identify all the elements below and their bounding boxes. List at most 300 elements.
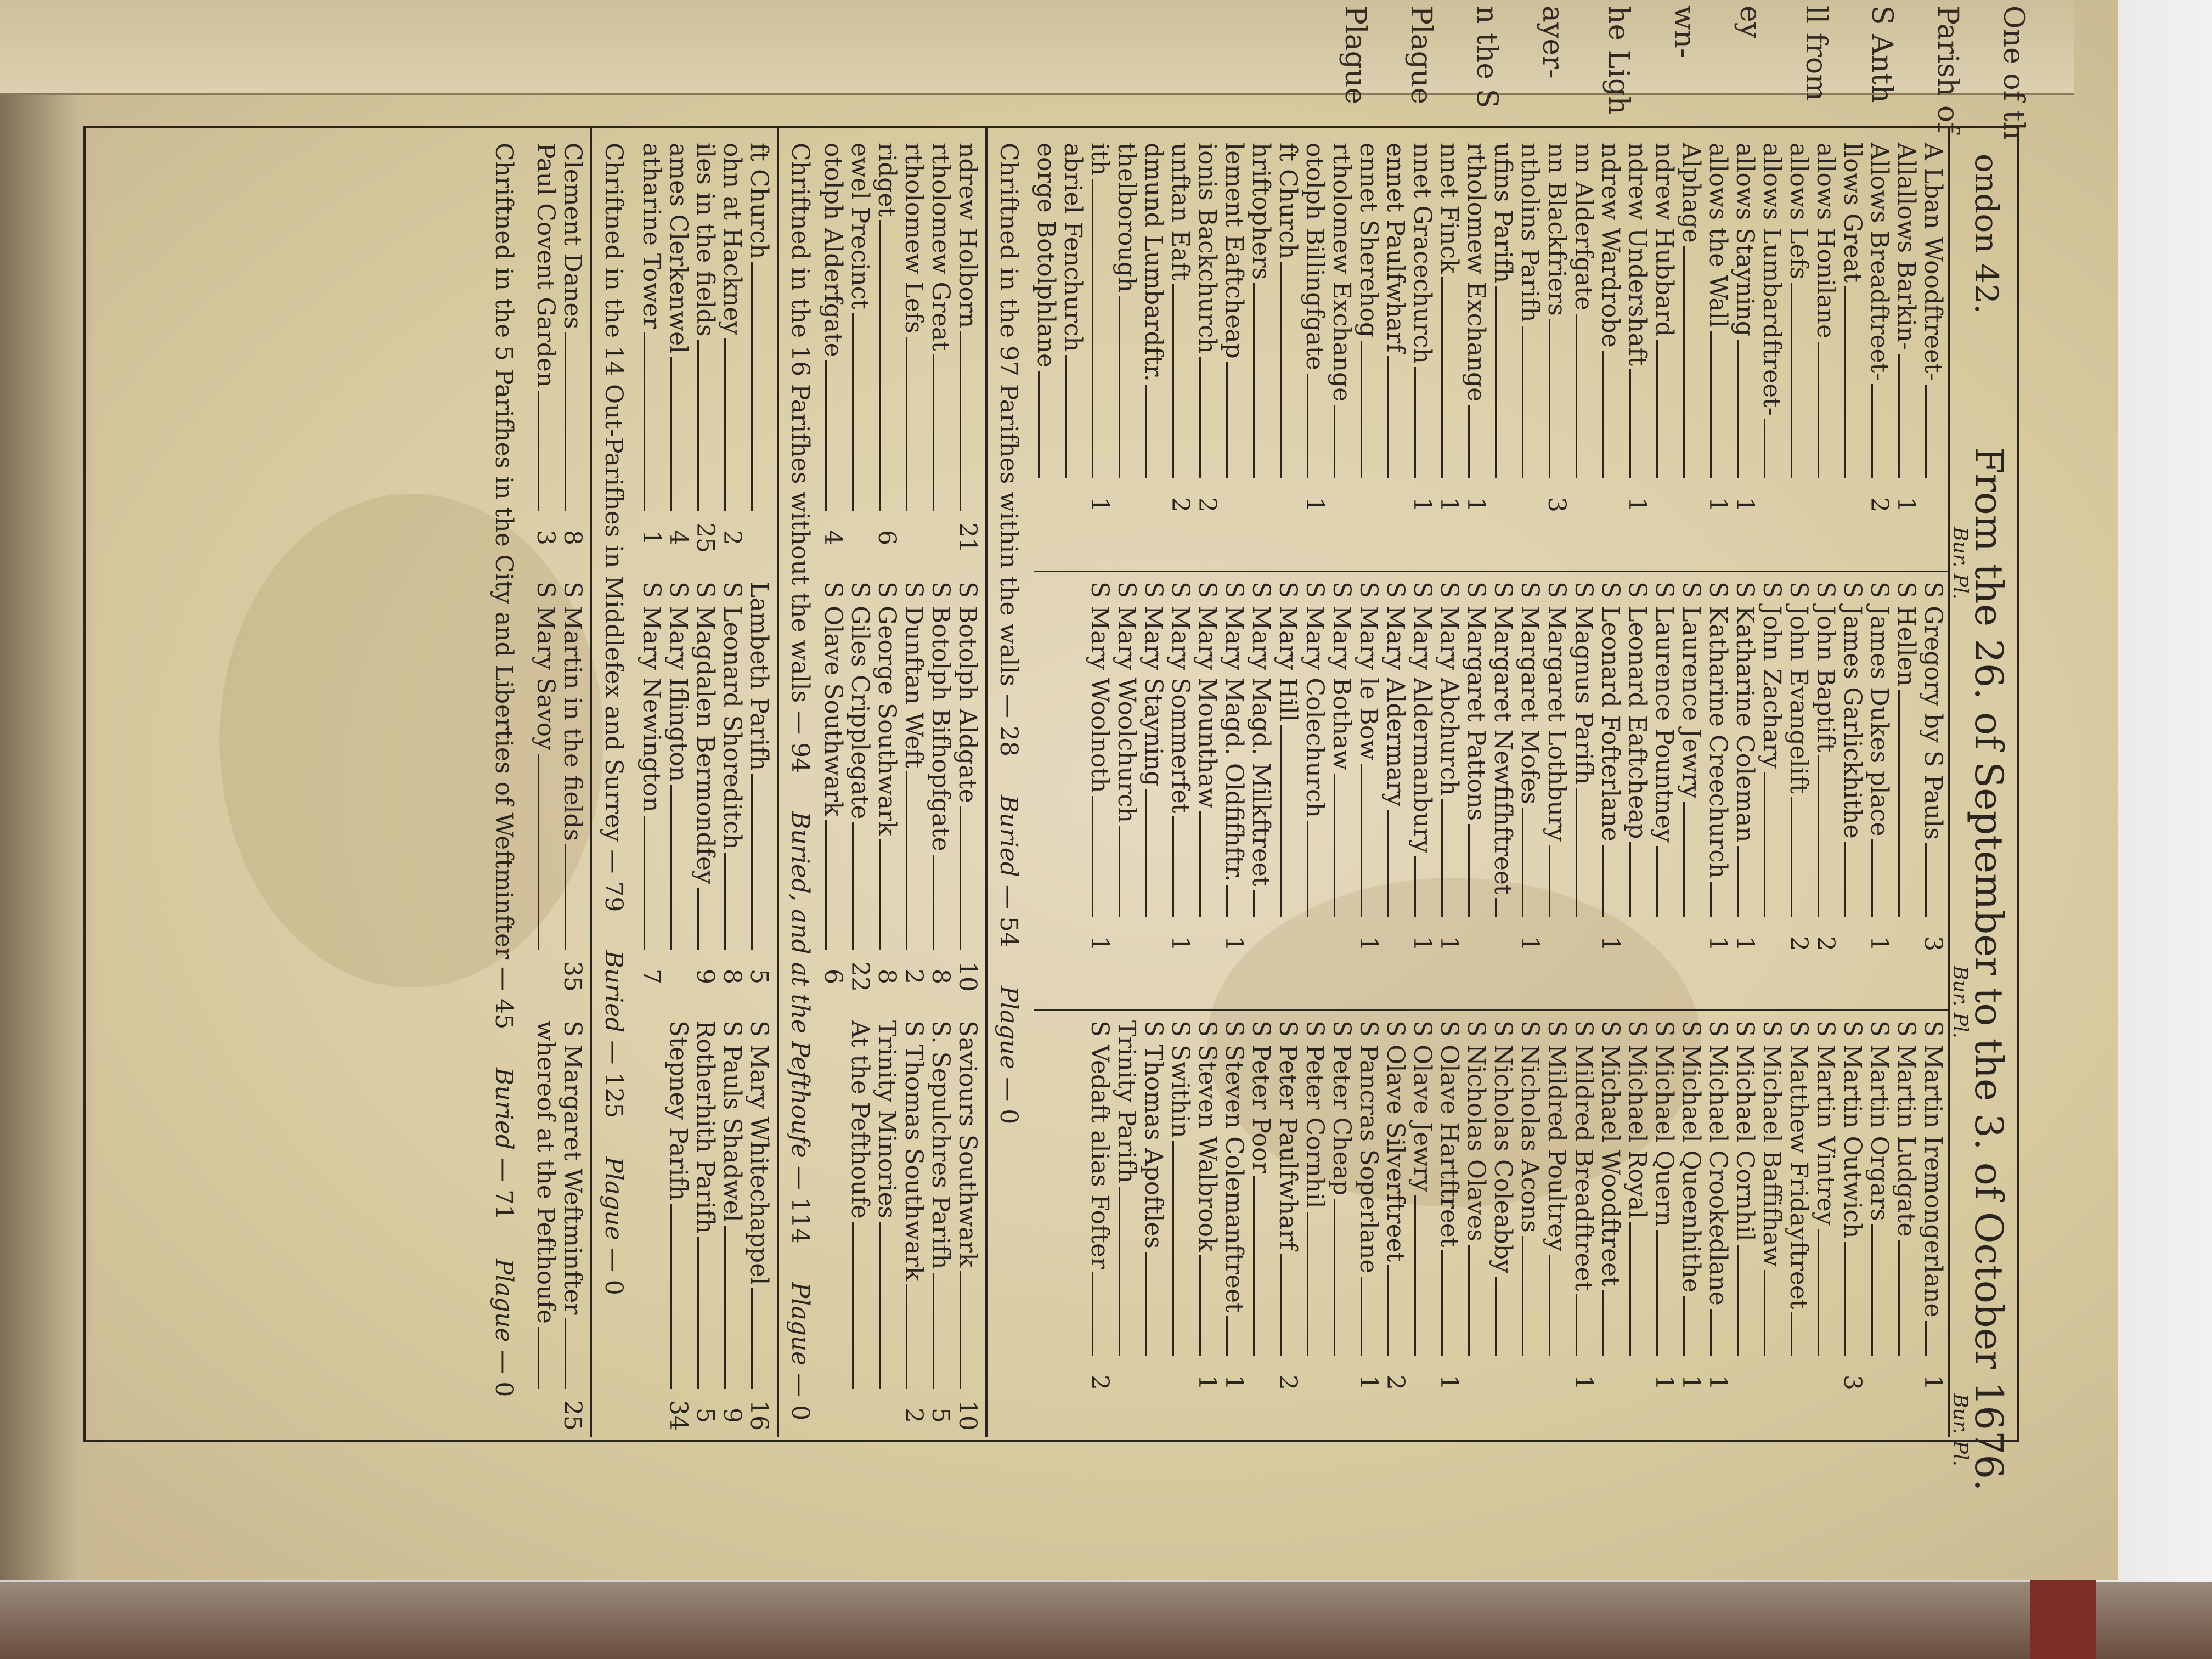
parish-name: S Michael Baffifhaw [1758, 1020, 1786, 1267]
parish-row [639, 582, 666, 998]
parish-name: Allows Breadftreet- [1865, 143, 1893, 381]
parish-name: allows Lumbardftreet- [1758, 143, 1786, 416]
leader-rule [1925, 385, 1927, 478]
leader-rule [565, 332, 566, 511]
leader-rule [1199, 811, 1201, 917]
page-title [1966, 154, 2011, 1492]
parish-name: Saviours Southwark [953, 1020, 981, 1268]
buried-count: 8 [718, 969, 746, 984]
parish-row [1786, 582, 1813, 998]
leader-rule [906, 771, 907, 950]
leader-rule [1576, 314, 1577, 478]
parish-name: S Olave Silverftreet [1381, 1020, 1409, 1262]
parish-row [1759, 582, 1786, 998]
parish-name: S Steven Walbrook [1193, 1020, 1221, 1252]
buried-count: 1 [1435, 497, 1463, 512]
buried-count: 8 [873, 969, 901, 984]
parish-name: S Michael Cornhil [1731, 1020, 1759, 1242]
parish-name: eorge Botolphlane [1032, 143, 1060, 368]
parish-name: S Mary Aldermary [1381, 582, 1409, 807]
buried-count: 8 [558, 530, 586, 545]
leader-rule [960, 1271, 961, 1389]
parish-name: ufins Parifh [1489, 143, 1517, 284]
buried-count: 1 [1516, 936, 1544, 951]
leader-rule [1683, 802, 1685, 917]
parish-row [1222, 582, 1249, 998]
parish-row [533, 143, 560, 560]
parish-row [1329, 1020, 1356, 1437]
previous-page-fragment: S Anth [1865, 5, 1898, 103]
buried-count: 3 [1543, 497, 1571, 512]
leader-rule [1629, 369, 1631, 478]
parish-row [1464, 143, 1491, 560]
leader-rule [565, 844, 566, 950]
parish-row [1759, 143, 1786, 560]
parish-row [955, 143, 982, 560]
parish-row [1921, 1020, 1948, 1437]
leader-rule [933, 354, 934, 511]
leader-rule [1925, 1321, 1927, 1356]
leader-rule [852, 822, 854, 950]
leader-rule [1280, 725, 1282, 917]
parish-name: S Mary Magd. Milkftreet [1247, 582, 1275, 887]
leader-rule [1146, 789, 1147, 917]
parish-row [1517, 582, 1544, 998]
buried-count: 1 [1596, 936, 1624, 951]
parish-row [1195, 582, 1222, 998]
parish-name: rtholomew Lefs [900, 143, 928, 334]
within-walls-column-2 [1087, 582, 1948, 998]
parish-row [1867, 582, 1894, 998]
leader-rule [1576, 788, 1577, 917]
parish-name: S Margaret Mofes [1516, 582, 1544, 805]
leader-rule [1871, 384, 1873, 478]
parish-name: S Mary le Bow [1355, 582, 1383, 760]
parish-name: ohn at Hackney [718, 143, 746, 335]
parish-row [1625, 582, 1652, 998]
leader-rule [1414, 856, 1416, 917]
leader-rule [1119, 296, 1120, 478]
parish-row [693, 582, 720, 998]
parish-row [1383, 1020, 1410, 1437]
parish-row [1141, 582, 1168, 998]
leader-rule [1387, 1265, 1389, 1356]
leader-rule [1602, 845, 1604, 917]
parish-row [1840, 1020, 1867, 1437]
leader-rule [825, 820, 827, 950]
leader-rule [1844, 286, 1846, 478]
buried-count: 1 [1355, 1375, 1383, 1390]
parish-row [901, 143, 928, 560]
parish-name: nnet Gracechurch [1408, 143, 1436, 364]
parish-name: S Giles Cripplegate [846, 582, 874, 820]
parish-row [1921, 143, 1948, 560]
leader-rule [1602, 351, 1604, 478]
parish-row [1652, 582, 1679, 998]
parish-name: S Nicholas Coleabby [1489, 1020, 1517, 1273]
parish-row [1840, 582, 1867, 998]
buried-count: 4 [664, 530, 692, 545]
parish-name: allows the Wall [1704, 143, 1732, 328]
parish-name: S Martin Ludgate [1892, 1020, 1920, 1237]
buried-count: 2 [900, 1408, 928, 1423]
parish-name: S Dunftan Weft [900, 582, 928, 769]
column-head: Bur. Pl. [1949, 527, 1971, 600]
parish-row [747, 582, 774, 998]
parish-name: ndrew Hubbard [1650, 143, 1678, 337]
section-rule [985, 126, 988, 1437]
leader-rule [1737, 846, 1739, 917]
parish-name: nn Blackfriers [1543, 143, 1571, 316]
parish-row [1733, 582, 1759, 998]
parish-row [1706, 582, 1733, 998]
buried-count: 34 [664, 1400, 692, 1431]
leader-rule [1495, 1277, 1497, 1356]
leader-rule [906, 337, 907, 511]
leader-rule [1307, 821, 1308, 917]
parish-name: S Gregory by S Pauls [1919, 582, 1947, 840]
buried-count: 1 [1704, 497, 1732, 512]
previous-page-fragment: wn- [1668, 5, 1701, 58]
buried-count: 1 [1435, 1375, 1463, 1390]
buried-count: 22 [846, 961, 874, 992]
parish-row [533, 582, 560, 998]
leader-rule [933, 855, 934, 950]
leader-rule [1199, 1255, 1201, 1356]
leader-rule [1172, 284, 1174, 478]
leader-rule [670, 357, 672, 511]
book-edge [0, 1582, 2212, 1659]
parish-row [901, 1020, 928, 1437]
parish-row [874, 1020, 901, 1437]
leader-rule [879, 1222, 881, 1389]
parish-row [1087, 1020, 1114, 1437]
leader-rule [825, 360, 827, 511]
buried-count: 1 [1462, 497, 1490, 512]
parish-row [1813, 1020, 1840, 1437]
parish-row [1652, 143, 1679, 560]
buried-count: 1 [1408, 936, 1436, 951]
parish-name: llows Great [1838, 143, 1866, 283]
leader-rule [1602, 1290, 1604, 1356]
parish-row [1222, 1020, 1249, 1437]
parish-row [1114, 1020, 1141, 1437]
leader-rule [1522, 326, 1523, 479]
parish-row [1491, 582, 1517, 998]
previous-page-fragment: he Ligh [1602, 5, 1635, 115]
parish-row [1464, 582, 1491, 998]
parish-name: unftan Eaft [1166, 143, 1194, 281]
leader-rule [644, 332, 645, 511]
parish-name: hriftophers [1247, 143, 1275, 280]
leader-rule [906, 1284, 907, 1389]
parish-row [1060, 143, 1087, 560]
parish-name: S Martin Iremongerlane [1919, 1020, 1947, 1318]
leader-rule [670, 1204, 672, 1389]
parish-row [1087, 143, 1114, 560]
leader-rule [1576, 1294, 1577, 1356]
parish-name: S Mary Savoy [532, 582, 560, 751]
parish-row [1894, 582, 1921, 998]
parish-name: S Swithin [1166, 1020, 1194, 1138]
buried-count: 7 [637, 969, 665, 984]
westminster-summary: Chriftned in the 5 Parifhes in the City and Liberties of Weftminfter — 45 Buried — 71 Plague — 0 [490, 143, 518, 1397]
leader-rule [1361, 341, 1362, 478]
buried-count: 1 [1704, 936, 1732, 951]
parish-name: atharine Tower [637, 143, 665, 329]
parish-name: S Mary Sommerfet [1166, 582, 1194, 814]
parish-row [1276, 582, 1302, 998]
parish-name: S Pancras Soperlane [1355, 1020, 1383, 1274]
parish-name: S Margaret Weftminfter [558, 1020, 586, 1315]
out-parishes-summary: Chriftned in the 14 Out-Parifhes in Middlefex and Surrey — 79 Buried — 125 Plague — 0 [600, 143, 628, 1295]
parish-row [666, 143, 693, 560]
leader-rule [1898, 1240, 1900, 1356]
previous-page-fragment: Plague [1404, 5, 1437, 105]
parish-row [693, 1020, 720, 1437]
parish-row [1195, 1020, 1222, 1437]
leader-rule [1226, 1316, 1228, 1356]
parish-row [666, 1020, 693, 1437]
parish-name: S Martin in the fields [558, 582, 586, 842]
parish-name: S Pauls Shadwel [718, 1020, 746, 1222]
parish-row [955, 582, 982, 998]
leader-rule [1871, 839, 1873, 917]
parish-row [1544, 582, 1571, 998]
parish-name: S Margaret Pattons [1462, 582, 1490, 821]
leader-rule [1119, 1187, 1120, 1356]
leader-rule [1414, 367, 1416, 478]
parish-name: S Nicholas Olaves [1462, 1020, 1490, 1242]
parish-name: S Mary Abchurch [1435, 582, 1463, 796]
parish-row [1840, 143, 1867, 560]
parish-name: S Vedaft alias Fofter [1086, 1020, 1114, 1269]
parish-name: S Laurence Jewry [1677, 582, 1705, 799]
leader-rule [1656, 340, 1658, 478]
parish-row [1356, 1020, 1383, 1437]
parish-name: rtholomew Great [927, 143, 955, 351]
without-walls-summary: Chriftned in the 16 Parifhes without the walls — 94 Buried, and at the Pefthoufe — 114 Plague — 0 [786, 143, 814, 1421]
parish-name: S Michael Royal [1623, 1020, 1651, 1219]
leader-rule [565, 1318, 566, 1389]
buried-count: 1 [1919, 1375, 1947, 1390]
bill-of-mortality [66, 110, 2030, 1492]
parish-name: S Michael Queenhithe [1677, 1020, 1705, 1293]
leader-rule [751, 1288, 753, 1389]
title-text: From the 26. of September to the 3. of October 1676. [1966, 447, 2011, 1492]
leader-rule [1818, 342, 1819, 478]
buried-count: 2 [1086, 1375, 1114, 1390]
parish-row [1410, 582, 1437, 998]
parish-row [1894, 1020, 1921, 1437]
leader-rule [1468, 405, 1470, 478]
westminster-column-1 [533, 143, 587, 560]
parish-row [1679, 1020, 1706, 1437]
leader-rule [1710, 882, 1712, 917]
leader-rule [1764, 419, 1765, 478]
parish-row [1786, 143, 1813, 560]
parish-row [1517, 143, 1544, 560]
parish-name: S James Dukes place [1865, 582, 1893, 837]
westminster-column-3 [533, 1020, 587, 1437]
parish-name: nn Alderfgate [1570, 143, 1598, 311]
parish-row [666, 582, 693, 998]
leader-rule [1092, 179, 1093, 478]
parish-name: S Leonard Eaftcheap [1623, 582, 1651, 839]
parish-name: S Magdalen Bermondfey [691, 582, 719, 884]
parish-name: S Botolph Aldgate [953, 582, 981, 803]
parish-name: ft Church [1274, 143, 1302, 259]
buried-count: 8 [927, 969, 955, 984]
parish-name: ewel Precinct [846, 143, 874, 309]
parish-name: ennet Paulfwharf [1381, 143, 1409, 353]
parish-row [848, 1020, 874, 1437]
parish-name: S Olave Hartftreet [1435, 1020, 1463, 1248]
leader-rule [1710, 1309, 1712, 1356]
parish-row [1706, 1020, 1733, 1437]
parish-name: S Martin Orgars [1865, 1020, 1893, 1221]
leader-rule [1737, 340, 1739, 478]
parish-name: S Katharine Coleman [1731, 582, 1759, 843]
buried-count: 10 [953, 1400, 981, 1431]
parish-name: S Steven Colemanftreet [1220, 1020, 1248, 1313]
buried-count: 2 [1865, 497, 1893, 512]
leader-rule [1092, 796, 1093, 917]
leader-rule [1199, 357, 1201, 478]
parish-name: nnet Finck [1435, 143, 1463, 274]
parish-name: S Mildred Poultrey [1543, 1020, 1571, 1252]
within-walls-column-3 [1087, 1020, 1948, 1437]
parish-row [1894, 143, 1921, 560]
buried-count: 2 [1166, 497, 1194, 512]
leader-rule [1361, 764, 1362, 917]
buried-count: 3 [532, 530, 560, 545]
previous-page-fragment: One of th [1997, 5, 2030, 140]
buried-count: 1 [1355, 936, 1383, 951]
parish-row [1383, 582, 1410, 998]
buried-count: 6 [819, 969, 847, 984]
leader-rule [1172, 1141, 1174, 1356]
leader-rule [1818, 1229, 1819, 1356]
leader-rule [1549, 1255, 1550, 1356]
parish-name: S. Sepulchres Parifh [927, 1020, 955, 1269]
parish-name: S Botolph Bifhopfgate [927, 582, 955, 851]
leader-rule [751, 262, 753, 511]
parish-row [1544, 143, 1571, 560]
previous-page-fragment: n the S [1470, 5, 1503, 109]
parish-row [693, 143, 720, 560]
parish-name: Clement Danes [558, 143, 586, 330]
buried-count: 1 [1435, 936, 1463, 951]
leader-rule [1710, 331, 1712, 478]
parish-row [1921, 582, 1948, 998]
parish-row [1517, 1020, 1544, 1437]
leader-rule [1656, 846, 1658, 917]
previous-page-fragment: ey [1734, 5, 1767, 39]
leader-rule [1629, 1222, 1631, 1356]
buried-count: 9 [691, 969, 719, 984]
buried-count: 25 [558, 1400, 586, 1431]
leader-rule [1414, 1195, 1416, 1356]
buried-count: 1 [1301, 497, 1329, 512]
parish-name: S Hellen [1892, 582, 1920, 687]
parish-row [1491, 1020, 1517, 1437]
parish-name: Trinity Parifh [1113, 1020, 1141, 1183]
leader-rule [1925, 843, 1927, 917]
parish-name: S Nicholas Acons [1516, 1020, 1544, 1233]
parish-name: S Leonard Shoreditch [718, 582, 746, 850]
parish-row [955, 1020, 982, 1437]
parish-name: S Mary Iflington [664, 582, 692, 782]
leader-rule [1549, 319, 1550, 478]
parish-name: thelborough [1113, 143, 1141, 293]
leader-rule [1898, 690, 1900, 917]
parish-name: S Olave Jewry [1408, 1020, 1436, 1192]
parish-name: A Lban Woodftreet- [1919, 143, 1947, 381]
leader-rule [1334, 1199, 1335, 1356]
parish-row [1813, 143, 1840, 560]
buried-count: 1 [1892, 497, 1920, 512]
parish-row [1544, 1020, 1571, 1437]
parish-row [1625, 1020, 1652, 1437]
parish-row [1356, 582, 1383, 998]
leader-rule [724, 1226, 726, 1389]
parish-row [639, 143, 666, 560]
buried-count: 5 [927, 1408, 955, 1423]
parish-name: S George Southwark [873, 582, 901, 836]
parish-row [1356, 143, 1383, 560]
parish-row [928, 582, 955, 998]
parish-row [1867, 1020, 1894, 1437]
parish-row [874, 143, 901, 560]
parish-row [1733, 1020, 1759, 1437]
leader-rule [1764, 1270, 1765, 1356]
parish-name: S Michael Crookedlane [1704, 1020, 1732, 1306]
parish-row [1114, 582, 1141, 998]
leader-rule [1334, 774, 1335, 917]
parish-name: S James Garlickhithe [1838, 582, 1866, 839]
parish-name: otolph Alderfgate [819, 143, 847, 357]
within-walls-summary: Chriftned in the 97 Parifhes within the walls — 28 Buried — 54 Plague — 0 [995, 143, 1023, 1125]
parish-name: S Michael Woodftreet [1596, 1020, 1624, 1286]
leader-rule [1818, 755, 1819, 917]
leader-rule [1441, 277, 1443, 478]
leader-rule [852, 313, 854, 511]
parish-row [1249, 582, 1276, 998]
parish-name: abriel Fenchurch [1059, 143, 1087, 352]
parish-name: allows Lefs [1785, 143, 1813, 280]
parish-name: S Michael Quern [1650, 1020, 1678, 1227]
parish-name: S Mary Aldermanbury [1408, 582, 1436, 854]
parish-name: ntholins Parifh [1516, 143, 1544, 323]
parish-name: Stepney Parifh [664, 1020, 692, 1201]
buried-count: 1 [1166, 936, 1194, 951]
parish-name: S Thomas Southwark [900, 1020, 928, 1282]
leader-rule [1038, 371, 1040, 478]
out-parishes-column-1 [639, 143, 774, 560]
parish-row [720, 582, 747, 998]
leader-rule [879, 220, 881, 511]
parish-name: S Peter Poor [1247, 1020, 1275, 1173]
parish-name: ndrew Undershaft [1623, 143, 1651, 366]
parish-name: S Magnus Parifh [1570, 582, 1598, 785]
leader-rule [724, 853, 726, 950]
parish-name: ennet Sherehog [1355, 143, 1383, 338]
parish-row [1276, 143, 1302, 560]
parish-name: S Mary Woolnoth [1086, 582, 1114, 793]
buried-count: 5 [691, 1408, 719, 1423]
leader-rule [1280, 262, 1282, 478]
